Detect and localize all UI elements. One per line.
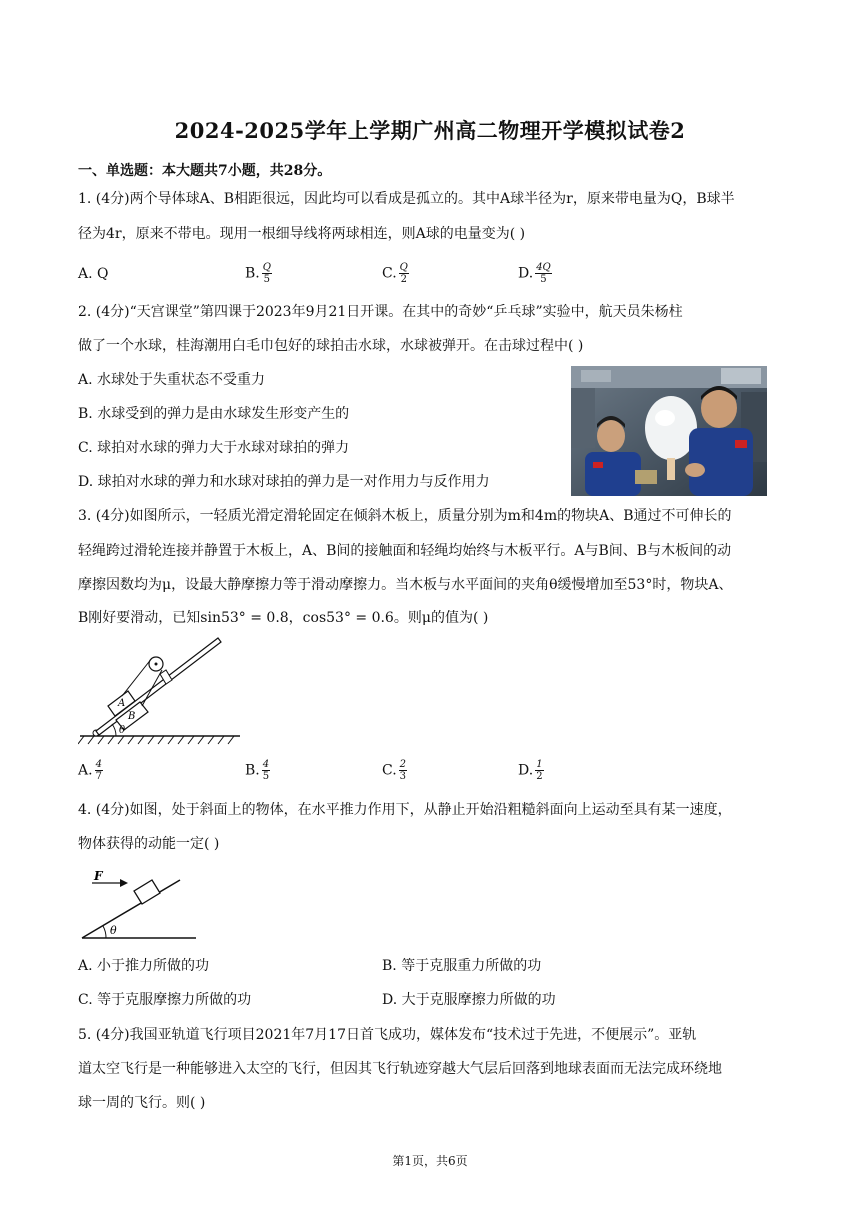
block-a-label: A <box>118 698 126 709</box>
q1-line-2: 径为4r，原来不带电。现用一根细导线将两球相连，则A球的电量变为( ) <box>78 226 526 242</box>
q3-option-c: C. $\frac{2}{3}$ <box>382 759 407 782</box>
q1-option-b: B. $\frac{Q}{5}$ <box>245 262 271 285</box>
inclined-board-pulley-figure <box>78 632 248 754</box>
q4-option-c: C. 等于克服摩擦力所做的功 <box>78 992 252 1008</box>
q2-line-1: 2. (4分)“天宫课堂”第四课于2023年9月21日开课。在其中的奇妙“乒乓球”实验中，航天员朱杨柱 <box>78 304 683 320</box>
angle-label: θ <box>119 725 126 736</box>
q4-line-1: 4. (4分)如图，处于斜面上的物体，在水平推力作用下，从静止开始沿粗糙斜面向上运动至具有某一速度， <box>78 802 732 818</box>
space-station-photo <box>571 366 767 496</box>
q1-option-d: D. $\frac{4Q}{5}$ <box>518 262 551 285</box>
q2-option-b: B. 水球受到的弹力是由水球发生形变产生的 <box>78 406 350 422</box>
page-footer: 第1页，共6页 <box>392 1154 468 1168</box>
block-b-label: B <box>128 711 136 722</box>
q5-line-3: 球一周的飞行。则( ) <box>78 1095 206 1111</box>
q4-option-b: B. 等于克服重力所做的功 <box>382 958 542 974</box>
q4-option-a: A. 小于推力所做的功 <box>78 958 210 974</box>
q5-line-1: 5. (4分)我国亚轨道飞行项目2021年7月17日首飞成功，媒体发布“技术过于先进，不便展示”。亚轨 <box>78 1027 697 1043</box>
incline-angle-label: θ <box>110 924 117 937</box>
q2-option-d: D. 球拍对水球的弹力和水球对球拍的弹力是一对作用力与反作用力 <box>78 474 490 490</box>
force-label: F <box>94 869 103 883</box>
q4-line-2: 物体获得的动能一定( ) <box>78 836 220 852</box>
q3-option-a: A. $\frac{4}{7}$ <box>78 759 102 782</box>
q1-line-1: 1. (4分)两个导体球A、B相距很远，因此均可以看成是孤立的。其中A球半径为r，原来带电量为Q，B球半 <box>78 191 735 207</box>
q1-option-a: A. Q <box>78 266 109 282</box>
q3-line-4: B刚好要滑动，已知sin53° = 0.8，cos53° = 0.6。则μ的值为( ) <box>78 610 489 626</box>
section-heading: 一、单选题：本大题共7小题，共28分。 <box>78 163 332 179</box>
q4-option-d: D. 大于克服摩擦力所做的功 <box>382 992 556 1008</box>
q3-line-2: 轻绳跨过滑轮连接并静置于木板上，A、B间的接触面和轻绳均始终与木板平行。A与B间、B与木板间的动 <box>78 543 732 559</box>
q3-line-1: 3. (4分)如图所示，一轻质光滑定滑轮固定在倾斜木板上，质量分别为m和4m的物块A、B通过不可伸长的 <box>78 508 732 524</box>
q3-option-b: B. $\frac{4}{5}$ <box>245 759 270 782</box>
q3-line-3: 摩擦因数均为μ，设最大静摩擦力等于滑动摩擦力。当木板与水平面间的夹角θ缓慢增加至53°时，物块A、 <box>78 577 733 593</box>
q2-option-c: C. 球拍对水球的弹力大于水球对球拍的弹力 <box>78 440 350 456</box>
page-title: 2024-2025学年上学期广州高二物理开学模拟试卷2 <box>174 118 686 143</box>
incline-force-figure <box>80 866 200 946</box>
q2-line-2: 做了一个水球，桂海潮用白毛巾包好的球拍击水球，水球被弹开。在击球过程中( ) <box>78 338 584 354</box>
q5-line-2: 道太空飞行是一种能够进入太空的飞行，但因其飞行轨迹穿越大气层后回落到地球表面而无法完成环绕地 <box>78 1061 722 1077</box>
q2-option-a: A. 水球处于失重状态不受重力 <box>78 372 266 388</box>
q3-option-d: D. $\frac{1}{2}$ <box>518 759 543 782</box>
q1-option-c: C. $\frac{Q}{2}$ <box>382 262 408 285</box>
